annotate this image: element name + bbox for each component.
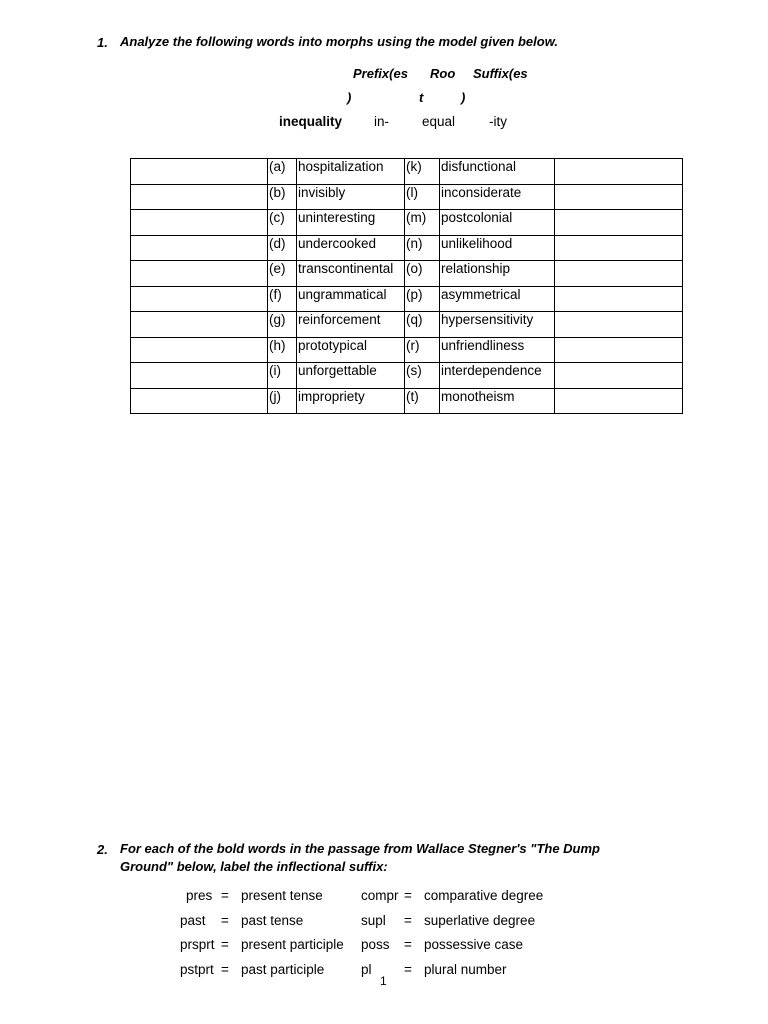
abbr-code: past <box>180 913 206 928</box>
item-word <box>440 261 555 287</box>
item-word-text: uninteresting <box>298 210 376 225</box>
item-word <box>440 312 555 338</box>
abbr-meaning: past tense <box>241 913 304 928</box>
item-label-text: (p) <box>406 286 423 302</box>
table-row <box>131 337 683 363</box>
item-label <box>268 312 297 338</box>
item-label <box>268 286 297 312</box>
item-word <box>297 261 405 287</box>
item-label <box>268 159 297 185</box>
item-label <box>405 159 440 185</box>
abbr-meaning: present tense <box>241 888 323 903</box>
answer-cell-left <box>131 388 268 414</box>
equals-sign: = <box>404 888 412 903</box>
item-label <box>405 312 440 338</box>
item-word <box>440 184 555 210</box>
abbr-code: poss <box>361 937 390 952</box>
item-word <box>297 235 405 261</box>
item-word-text: invisibly <box>298 184 346 200</box>
table-row <box>131 210 683 236</box>
item-word-text: reinforcement <box>298 312 381 327</box>
item-word-text: hypersensitivity <box>441 312 534 327</box>
item-label-text: (f) <box>269 286 282 302</box>
item-label <box>405 235 440 261</box>
example-root: equal <box>422 114 456 129</box>
item-label-text: (h) <box>269 337 286 353</box>
equals-sign: = <box>221 937 229 952</box>
item-word-text: unlikelihood <box>441 235 513 251</box>
item-word <box>297 363 405 389</box>
item-label <box>405 388 440 414</box>
answer-cell-left <box>131 337 268 363</box>
equals-sign: = <box>404 913 412 928</box>
answer-cell-right <box>555 210 683 236</box>
item-word-text: postcolonial <box>441 210 513 225</box>
item-label-text: (a) <box>269 159 286 174</box>
answer-cell-right <box>555 388 683 414</box>
abbreviation-row <box>0 888 768 908</box>
item-label <box>268 235 297 261</box>
answer-cell-right <box>555 286 683 312</box>
abbr-code: prsprt <box>180 937 215 952</box>
answer-cell-left <box>131 286 268 312</box>
abbreviation-row <box>0 913 768 933</box>
word-table <box>130 158 683 414</box>
table-row <box>131 235 683 261</box>
answer-cell-left <box>131 363 268 389</box>
abbr-meaning: possessive case <box>424 937 524 952</box>
equals-sign: = <box>404 962 412 977</box>
table-row <box>131 184 683 210</box>
q1-instruction: Analyze the following words into morphs using the model given below. <box>120 34 558 49</box>
item-word <box>297 184 405 210</box>
item-word <box>297 337 405 363</box>
item-word-text: unforgettable <box>298 363 377 378</box>
item-word-text: asymmetrical <box>441 286 521 302</box>
item-word-text: transcontinental <box>298 261 394 276</box>
item-word <box>297 388 405 414</box>
abbr-meaning: plural number <box>424 962 507 977</box>
prefix-header-line1: Prefix(es <box>353 66 408 81</box>
equals-sign: = <box>221 913 229 928</box>
item-word-text: undercooked <box>298 235 377 251</box>
item-label-text: (l) <box>406 184 418 200</box>
item-word <box>440 159 555 185</box>
q2-instruction-line2: Ground" below, label the inflectional suffix: <box>120 859 388 874</box>
equals-sign: = <box>404 937 412 952</box>
item-word-text: monotheism <box>441 388 515 404</box>
item-label <box>405 184 440 210</box>
item-word <box>297 159 405 185</box>
item-label-text: (c) <box>269 210 285 225</box>
answer-cell-right <box>555 235 683 261</box>
answer-cell-left <box>131 235 268 261</box>
table-row <box>131 261 683 287</box>
suffix-header-line2: ) <box>461 90 466 105</box>
abbr-code: pres <box>186 888 213 903</box>
q2-instruction-line1: For each of the bold words in the passage from Wallace Stegner's "The Dump <box>120 841 600 856</box>
table-row <box>131 312 683 338</box>
item-word-text: inconsiderate <box>441 184 522 200</box>
answer-cell-left <box>131 261 268 287</box>
item-word <box>440 235 555 261</box>
item-label <box>405 286 440 312</box>
item-word-text: prototypical <box>298 337 368 353</box>
answer-cell-left <box>131 184 268 210</box>
item-word <box>440 337 555 363</box>
answer-cell-right <box>555 184 683 210</box>
item-label-text: (k) <box>406 159 422 174</box>
item-label <box>268 210 297 236</box>
table-row <box>131 388 683 414</box>
root-header-line1: Roo <box>430 66 456 81</box>
prefix-header-line2: ) <box>347 90 352 105</box>
abbr-meaning: superlative degree <box>424 913 536 928</box>
item-label-text: (n) <box>406 235 423 251</box>
equals-sign: = <box>221 888 229 903</box>
item-label-text: (d) <box>269 235 286 251</box>
q1-number: 1. <box>97 35 108 50</box>
answer-cell-right <box>555 312 683 338</box>
item-label-text: (i) <box>269 363 281 378</box>
item-word <box>297 312 405 338</box>
example-suffix: -ity <box>489 114 507 129</box>
example-word: inequality <box>279 114 343 129</box>
table-row <box>131 363 683 389</box>
item-word <box>440 363 555 389</box>
item-word-text: interdependence <box>441 363 542 378</box>
answer-cell-right <box>555 261 683 287</box>
item-label-text: (s) <box>406 363 422 378</box>
item-label-text: (b) <box>269 184 286 200</box>
item-word <box>297 210 405 236</box>
item-label <box>268 363 297 389</box>
table-row <box>131 286 683 312</box>
abbreviation-row <box>0 937 768 957</box>
item-word <box>440 286 555 312</box>
item-word <box>440 388 555 414</box>
item-label <box>268 184 297 210</box>
item-label-text: (q) <box>406 312 423 327</box>
item-label <box>405 337 440 363</box>
answer-cell-right <box>555 363 683 389</box>
item-word-text: hospitalization <box>298 159 384 174</box>
item-word-text: unfriendliness <box>441 337 525 353</box>
table-row <box>131 159 683 185</box>
abbr-code: pl <box>361 962 372 977</box>
item-word-text: disfunctional <box>441 159 517 174</box>
abbr-code: supl <box>361 913 386 928</box>
item-label <box>405 261 440 287</box>
item-word-text: ungrammatical <box>298 286 387 302</box>
answer-cell-left <box>131 159 268 185</box>
abbr-meaning: present participle <box>241 937 344 952</box>
item-label-text: (r) <box>406 337 420 353</box>
item-label-text: (o) <box>406 261 423 276</box>
item-label-text: (g) <box>269 312 286 327</box>
item-label-text: (j) <box>269 388 281 404</box>
item-word-text: relationship <box>441 261 511 276</box>
abbr-meaning: comparative degree <box>424 888 544 903</box>
page-number: 1 <box>380 974 387 988</box>
item-label-text: (t) <box>406 388 419 404</box>
equals-sign: = <box>221 962 229 977</box>
example-prefix: in- <box>374 114 390 129</box>
item-word <box>297 286 405 312</box>
answer-cell-right <box>555 159 683 185</box>
item-label <box>268 261 297 287</box>
item-label-text: (e) <box>269 261 286 276</box>
item-word <box>440 210 555 236</box>
answer-cell-right <box>555 337 683 363</box>
item-label <box>268 388 297 414</box>
root-header-line2: t <box>419 90 424 105</box>
abbr-meaning: past participle <box>241 962 325 977</box>
abbr-code: compr <box>361 888 399 903</box>
answer-cell-left <box>131 312 268 338</box>
answer-cell-left <box>131 210 268 236</box>
item-word-text: impropriety <box>298 388 365 404</box>
item-label <box>405 210 440 236</box>
item-label-text: (m) <box>406 210 427 225</box>
q2-number: 2. <box>97 842 108 857</box>
item-label <box>405 363 440 389</box>
abbr-code: pstprt <box>180 962 214 977</box>
item-label <box>268 337 297 363</box>
suffix-header-line1: Suffix(es <box>473 66 528 81</box>
